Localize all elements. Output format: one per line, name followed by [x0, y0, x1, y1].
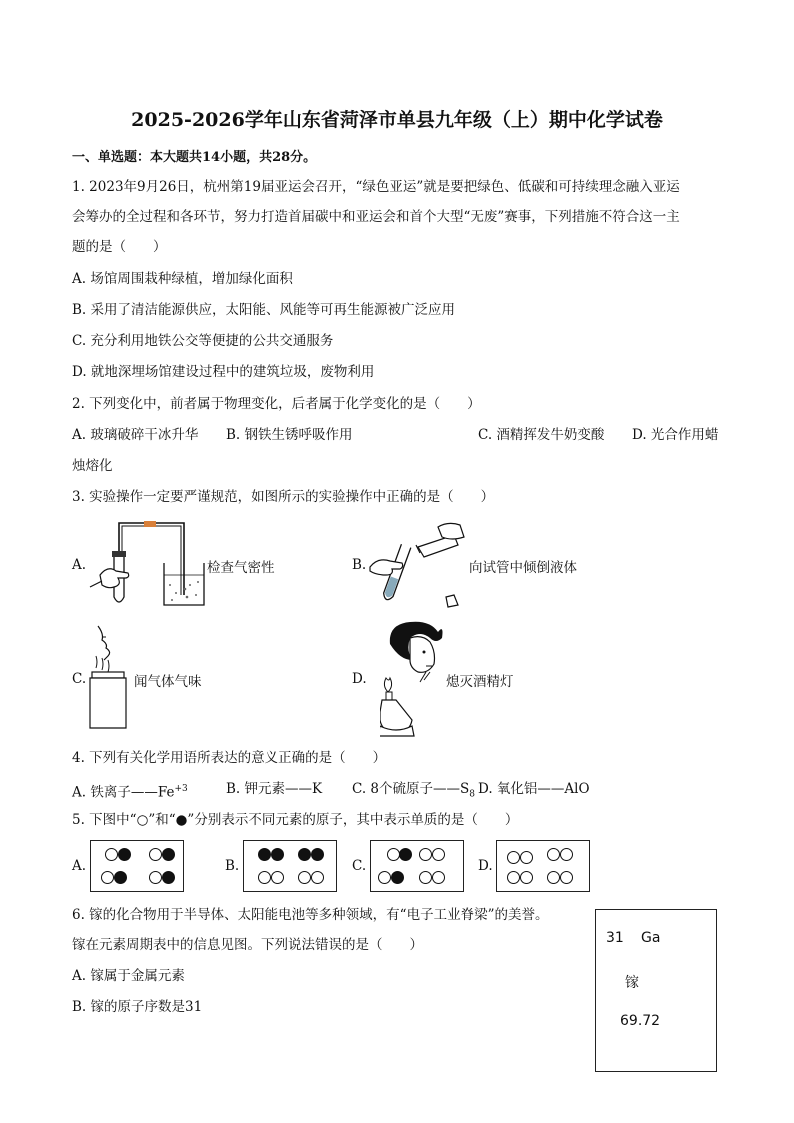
atom-open	[149, 848, 162, 861]
q1-stem-line1: 1. 2023年9月26日，杭州第19届亚运会召开，“绿色亚运”就是要把绿色、低碳和可持续理念融入亚运	[72, 179, 680, 195]
q4-option-c	[352, 780, 475, 804]
atom-open	[507, 851, 520, 864]
q5-stem: 5. 下图中“○”和“●”分别表示不同元素的原子，其中表示单质的是（ ）	[72, 812, 519, 828]
atom-open	[271, 871, 284, 884]
q2-option-a: A. 玻璃破碎干冰升华	[72, 427, 199, 443]
q6-option-b: B. 镓的原子序数是31	[72, 999, 203, 1015]
gallium-element-card	[595, 909, 717, 1072]
atom-filled	[118, 848, 131, 861]
pour-liquid-illustration	[368, 517, 468, 612]
q4-stem: 4. 下列有关化学用语所表达的意义正确的是（ ）	[72, 750, 387, 766]
q6-option-a: A. 镓属于金属元素	[72, 968, 185, 984]
atom-open	[419, 848, 432, 861]
atom-filled	[162, 848, 175, 861]
atom-open	[560, 871, 573, 884]
q1-option-b: B. 采用了清洁能源供应，太阳能、风能等可再生能源被广泛应用	[72, 302, 456, 318]
atom-open	[149, 871, 162, 884]
q1-option-c: C. 充分利用地铁公交等便捷的公共交通服务	[72, 333, 334, 349]
atom-open	[520, 851, 533, 864]
q5-option-c-letter: C.	[352, 858, 367, 874]
atom-open	[560, 848, 573, 861]
atom-open	[547, 848, 560, 861]
q4-option-a-text: A. 铁离子——Fe	[72, 784, 175, 801]
q4-option-a	[72, 780, 188, 802]
atom-open	[105, 848, 118, 861]
atom-filled	[298, 848, 311, 861]
q6-stem-line1: 6. 镓的化合物用于半导体、太阳能电池等多种领域，有“电子工业脊梁”的美誉。	[72, 907, 549, 923]
q3-option-c-text: 闻气体气味	[134, 674, 202, 690]
smell-gas-illustration	[86, 624, 136, 732]
atom-open	[298, 871, 311, 884]
q2-stem: 2. 下列变化中，前者属于物理变化，后者属于化学变化的是（ ）	[72, 396, 481, 412]
q5-option-d-letter: D.	[478, 858, 493, 874]
atom-open	[547, 871, 560, 884]
q1-stem-line2: 会筹办的全过程和各环节，努力打造首届碳中和亚运会和首个大型“无废”赛事，下列措施不符合这一主	[72, 209, 680, 225]
q6-stem-line2: 镓在元素周期表中的信息见图。下列说法错误的是（ ）	[72, 937, 423, 953]
q2-option-d-cont: 烛熔化	[72, 458, 113, 474]
atom-filled	[311, 848, 324, 861]
q3-option-b-text: 向试管中倾倒液体	[469, 560, 577, 576]
q3-option-d-text: 熄灭酒精灯	[446, 674, 514, 690]
q4-option-c-text: C. 8个硫原子——S	[352, 781, 470, 797]
q3-option-a-text: 检查气密性	[207, 560, 275, 576]
atom-filled	[271, 848, 284, 861]
airtightness-check-illustration	[86, 515, 210, 610]
atomic-number: 31	[606, 930, 624, 946]
atom-open	[378, 871, 391, 884]
q4-option-c-subscript: 8	[469, 789, 476, 800]
q5-option-b-letter: B.	[225, 858, 240, 874]
q3-option-a-letter: A.	[72, 557, 87, 573]
q1-option-a: A. 场馆周围栽种绿植，增加绿化面积	[72, 271, 293, 287]
q3-stem: 3. 实验操作一定要严谨规范，如图所示的实验操作中正确的是（ ）	[72, 489, 495, 505]
page-title: 2025-2026学年山东省菏泽市单县九年级（上）期中化学试卷	[131, 109, 663, 131]
q1-option-d: D. 就地深埋场馆建设过程中的建筑垃圾，废物利用	[72, 364, 375, 380]
q3-option-c-letter: C.	[72, 671, 87, 687]
q5-option-b-diagram	[243, 840, 337, 892]
q2-option-b: B. 钢铁生锈呼吸作用	[226, 427, 353, 443]
q4-option-a-charge: +3	[174, 784, 188, 794]
q3-option-d-letter: D.	[352, 671, 367, 687]
q2-option-d: D. 光合作用蜡	[632, 427, 719, 443]
atom-filled	[399, 848, 412, 861]
extinguish-lamp-illustration	[380, 616, 446, 740]
atom-open	[507, 871, 520, 884]
atom-open	[258, 871, 271, 884]
atom-filled	[162, 871, 175, 884]
q5-option-d-diagram	[496, 840, 590, 892]
element-symbol: Ga	[641, 930, 661, 946]
atom-filled	[391, 871, 404, 884]
q4-option-d: D. 氧化铝——AlO	[478, 781, 590, 797]
q2-option-c: C. 酒精挥发牛奶变酸	[478, 427, 605, 443]
atom-open	[101, 871, 114, 884]
q5-option-a-diagram	[90, 840, 184, 892]
q5-option-a-letter: A.	[72, 858, 87, 874]
atom-open	[432, 848, 445, 861]
q4-option-b: B. 钾元素——K	[226, 781, 323, 797]
atom-open	[520, 871, 533, 884]
q1-stem-line3: 题的是（ ）	[72, 239, 167, 255]
atom-filled	[258, 848, 271, 861]
atomic-mass: 69.72	[620, 1013, 661, 1029]
atom-open	[432, 871, 445, 884]
q3-option-b-letter: B.	[352, 557, 367, 573]
atom-open	[311, 871, 324, 884]
element-name: 镓	[625, 975, 639, 991]
atom-open	[419, 871, 432, 884]
q5-option-c-diagram	[370, 840, 464, 892]
section-heading: 一、单选题：本大题共14小题，共28分。	[72, 150, 317, 165]
atom-filled	[114, 871, 127, 884]
